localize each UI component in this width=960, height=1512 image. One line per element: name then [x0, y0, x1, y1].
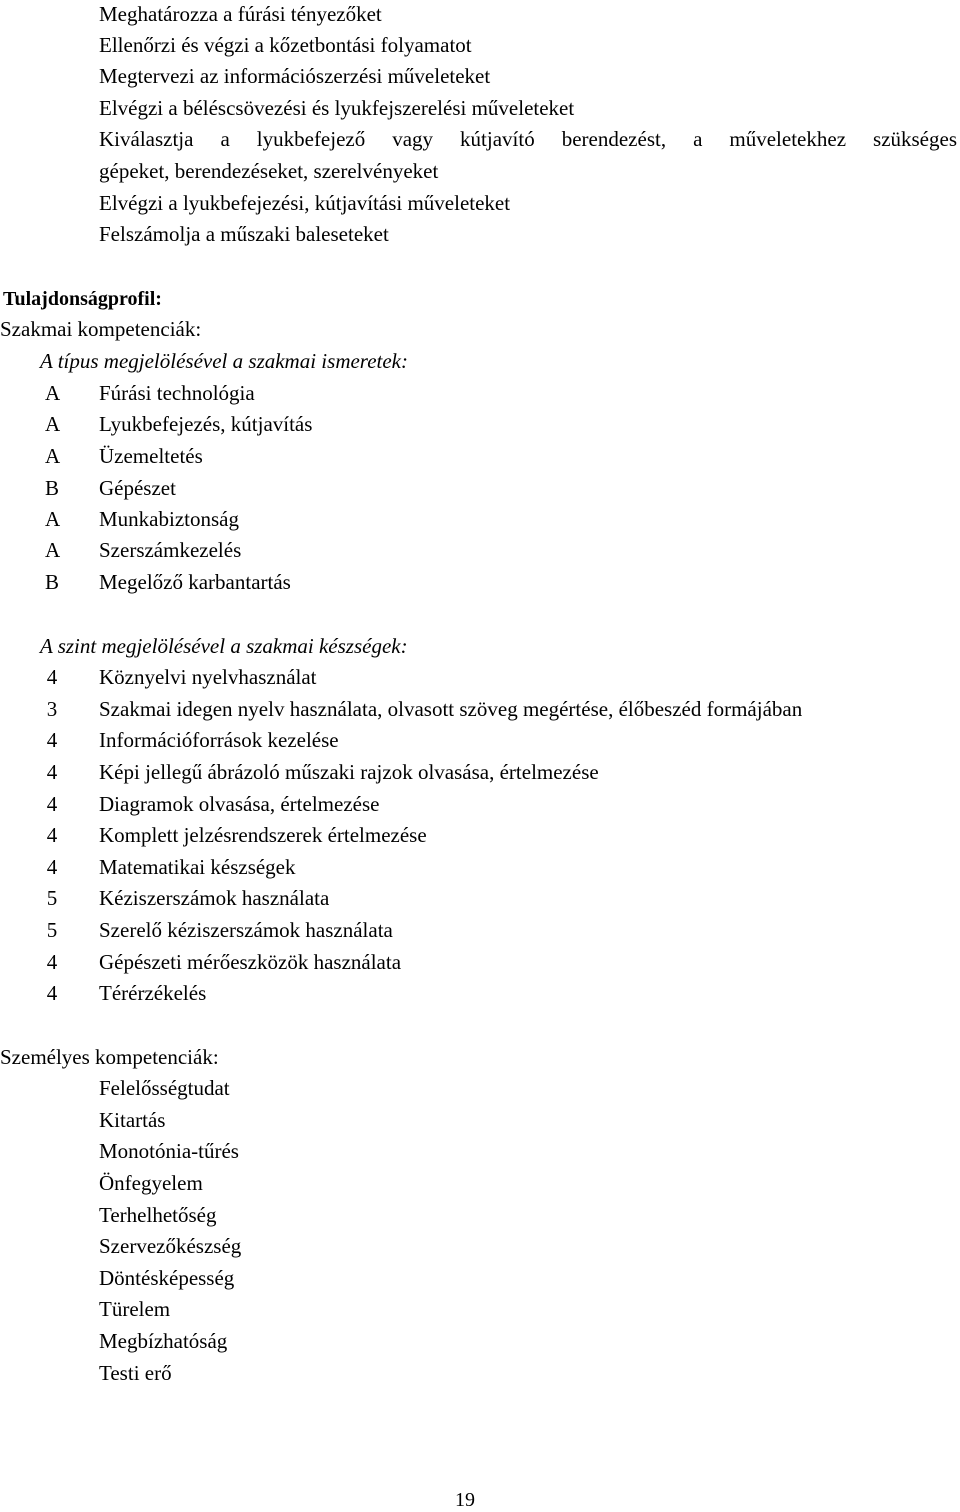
intro-line: Megtervezi az információszerzési műveleteket — [99, 64, 491, 88]
knowledge-text: Gépészet — [99, 476, 176, 500]
intro-line: Kiválasztja a lyukbefejező vagy kútjavító berendezést, a műveletekhez szükséges — [99, 127, 957, 151]
personal-item: Terhelhetőség — [99, 1203, 217, 1227]
knowledge-code: A — [45, 538, 61, 562]
knowledge-row — [45, 381, 945, 405]
skill-text: Szerelő kéziszerszámok használata — [99, 918, 393, 942]
skill-text: Információforrások kezelése — [99, 728, 339, 752]
skill-level: 4 — [46, 728, 58, 752]
knowledge-code: B — [45, 570, 60, 594]
personal-item: Megbízhatóság — [99, 1329, 228, 1353]
skill-row — [45, 855, 945, 879]
knowledge-code: A — [45, 444, 61, 468]
skill-row — [45, 665, 945, 689]
personal-item: Szervezőkészség — [99, 1234, 242, 1258]
personal-item: Önfegyelem — [99, 1171, 203, 1195]
page-number: 19 — [455, 1489, 475, 1511]
knowledge-code: A — [45, 381, 61, 405]
skill-row — [45, 728, 945, 752]
skill-level: 4 — [46, 823, 58, 847]
profile-heading: Tulajdonságprofil: — [3, 288, 162, 310]
skill-level: 5 — [46, 918, 58, 942]
personal-item: Döntésképesség — [99, 1266, 235, 1290]
skill-row — [45, 823, 945, 847]
knowledge-row — [45, 412, 945, 436]
personal-item: Türelem — [99, 1297, 171, 1321]
skill-text: Képi jellegű ábrázoló műszaki rajzok olvasása, értelmezése — [99, 760, 599, 784]
knowledge-code: A — [45, 507, 61, 531]
skill-level: 4 — [46, 665, 58, 689]
intro-line: Ellenőrzi és végzi a kőzetbontási folyamatot — [99, 33, 472, 57]
knowledge-row — [45, 476, 945, 500]
personal-item: Testi erő — [99, 1361, 172, 1385]
knowledge-text: Munkabiztonság — [99, 507, 239, 531]
intro-line: Meghatározza a fúrási tényezőket — [99, 2, 382, 26]
skill-level: 5 — [46, 886, 58, 910]
skill-level: 4 — [46, 950, 58, 974]
skill-row — [45, 918, 945, 942]
knowledge-code: B — [45, 476, 60, 500]
skill-row — [45, 760, 945, 784]
skill-text: Diagramok olvasása, értelmezése — [99, 792, 380, 816]
knowledge-row — [45, 570, 945, 594]
skill-row — [45, 981, 945, 1005]
skill-row — [45, 886, 945, 910]
intro-line: gépeket, berendezéseket, szerelvényeket — [99, 159, 439, 183]
skill-text: Térérzékelés — [99, 981, 207, 1005]
knowledge-text: Üzemeltetés — [99, 444, 203, 468]
knowledge-text: Lyukbefejezés, kútjavítás — [99, 412, 313, 436]
skill-row — [45, 792, 945, 816]
personal-competencies-title: Személyes kompetenciák: — [0, 1045, 219, 1069]
skill-text: Komplett jelzésrendszerek értelmezése — [99, 823, 427, 847]
skill-text: Kéziszerszámok használata — [99, 886, 330, 910]
knowledge-text: Fúrási technológia — [99, 381, 255, 405]
professional-competencies-title: Szakmai kompetenciák: — [0, 317, 202, 341]
intro-line: Felszámolja a műszaki baleseteket — [99, 222, 389, 246]
intro-line: Elvégzi a béléscsövezési és lyukfejszerelési műveleteket — [99, 96, 575, 120]
skill-text: Matematikai készségek — [99, 855, 296, 879]
skill-level: 4 — [46, 981, 58, 1005]
skill-text: Köznyelvi nyelvhasználat — [99, 665, 317, 689]
skill-text: Gépészeti mérőeszközök használata — [99, 950, 402, 974]
skills-title: A szint megjelölésével a szakmai készségek: — [40, 634, 408, 658]
personal-item: Kitartás — [99, 1108, 166, 1132]
personal-item: Felelősségtudat — [99, 1076, 230, 1100]
skill-level: 4 — [46, 760, 58, 784]
knowledge-text: Szerszámkezelés — [99, 538, 242, 562]
skill-level: 4 — [46, 792, 58, 816]
knowledge-row — [45, 507, 945, 531]
knowledge-row — [45, 538, 945, 562]
skill-row — [45, 950, 945, 974]
knowledge-row — [45, 444, 945, 468]
knowledge-text: Megelőző karbantartás — [99, 570, 291, 594]
skill-level: 4 — [46, 855, 58, 879]
skill-text: Szakmai idegen nyelv használata, olvasott szöveg megértése, élőbeszéd formájában — [99, 697, 803, 721]
skill-level: 3 — [46, 697, 58, 721]
skill-row — [45, 697, 945, 721]
personal-item: Monotónia-tűrés — [99, 1139, 239, 1163]
knowledge-title: A típus megjelölésével a szakmai ismeretek: — [40, 349, 408, 373]
knowledge-code: A — [45, 412, 61, 436]
intro-line: Elvégzi a lyukbefejezési, kútjavítási műveleteket — [99, 191, 511, 215]
